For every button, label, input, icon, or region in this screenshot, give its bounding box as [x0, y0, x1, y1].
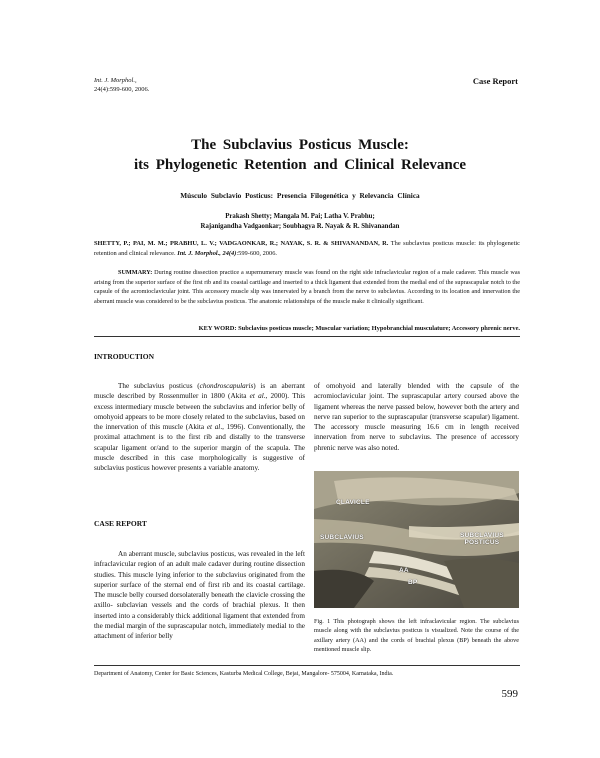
journal-name: Int. J. Morphol., — [94, 77, 137, 84]
article-title — [0, 135, 600, 175]
citation-text: The subclavius posticus muscle: its phylogenetic retention and clinical relevance. — [94, 240, 520, 257]
author-list — [0, 212, 600, 232]
label-subclavius: SUBCLAVIUS — [320, 534, 364, 541]
intro-text-b: ) is an aberrant muscle described by Rossenmuller in 1800 (Akita — [94, 382, 305, 401]
intro-etal-2: et al — [206, 423, 221, 432]
label-subclavius-posticus — [460, 532, 504, 546]
article-type: Case Report — [472, 76, 518, 86]
divider — [94, 336, 520, 337]
summary-text: During routine dissection practice a supernumerary muscle was found on the right side infraclavicular region of a male cadaver. This muscle was arising from the superior surface of the first rib and its coastal cartilage and inserted to a thick ligament that extended from the medial end of the suprascapular notch to the capsule of the acromioclavicular joint. This accessory muscle slip was innervated by a branch from the nerve to subclavius. According to its location and innervation the aberrant muscle was considered to be the subclavius posticus. The anatomic relationships of the muscle make it clinically significant. — [94, 269, 520, 305]
citation — [94, 239, 520, 258]
intro-term: chondroscapularis — [199, 382, 254, 390]
label-posticus-line2: POSTICUS — [464, 539, 500, 546]
title-line-2: its Phylogenetic Retention and Clinical Relevance — [133, 157, 467, 173]
intro-text-c: ., 2000). This excess intermediary muscle between the subclavius and inferior belly of omohyoid appears to be more closely related to the subclavius, based on the innervation of this muscle (Akita — [94, 392, 306, 432]
label-posticus-line1: SUBCLAVIUS — [460, 532, 504, 539]
affiliation: Department of Anatomy, Center for Basic Sciences, Kasturba Medical College, Bejai, Mangalore- 575004, Karnataka, India. — [94, 671, 394, 677]
figure-caption: Fig. 1 This photograph shows the left infraclavicular region. The subclavius muscle along with the subclavius posticus is visualized. Note the course of the axillary artery (AA) and the cords of brachial plexus (BP) beneath the above mentioned muscle slip. — [314, 618, 519, 653]
case-report-continued: of omohyoid and laterally blended with the capsule of the acromioclavicular joint. The suprascapular artery coursed above the ligament whereas the nerve passed below, however both the artery and nerve ran superior to the suprascapular (transverse scapular) ligament. The accessory muscle measuring 16.6 cm in length received innervation from nerve to subclavius. The presence of accessory phrenic nerve was also noted. — [314, 382, 519, 452]
citation-pages: :599-600, 2006. — [236, 249, 277, 257]
authors-line-1: Prakash Shetty; Mangala M. Pai; Latha V. Prabhu; — [225, 213, 375, 220]
journal-issue: 24(4):599-600, 2006. — [94, 85, 150, 93]
label-brachial-plexus: BP — [408, 579, 418, 586]
introduction-paragraph — [94, 381, 305, 474]
intro-etal-1: et al — [249, 392, 264, 401]
abstract — [94, 268, 520, 306]
intro-text-d: ., 1996). Conventionally, the proximal attachment is to the first rib and distally to the transverse scapular ligament or/and to the superior margin of the scapula. The muscle described in this case morphologically is suggestive of subclavius posticus however presents a variable anatomy. — [94, 423, 306, 473]
label-clavicle: CLAVICLE — [336, 499, 370, 506]
authors-line-2: Rajanigandha Vadgaonkar; Soubhagya R. Nayak & R. Shivanandan — [200, 223, 400, 230]
spanish-title: Músculo Subclavio Posticus: Presencia Filogenética y Relevancia Clínica — [180, 191, 420, 200]
keywords-text: Subclavius posticus muscle; Muscular variation; Hypobranchial musculature; Accessory phrenic nerve. — [236, 325, 520, 332]
dissection-photo — [314, 471, 519, 608]
keywords — [94, 325, 520, 332]
citation-authors: SHETTY, P.; PAI, M. M.; PRABHU, L. V.; VADGAONKAR, R.; NAYAK, S. R. & SHIVANANDAN, R. — [94, 240, 389, 247]
page-number: 599 — [501, 688, 518, 700]
case-report-paragraph: An aberrant muscle, subclavius posticus, was revealed in the left infraclavicular region of an adult male cadaver during routine dissection studies. This muscle lying inferior to the subclavius originated from the superior surface of the sternal end of first rib and its coastal cartilage. The muscle belly coursed dorsolaterally beneath the clavicle crossing the axillo- subclavian vessels and the cords of brachial plexus. It then inserted into a considerably thick additional ligament that extended from the medial margin of the suprascapular notch, immediately medial to the attachment of inferior belly — [94, 550, 305, 641]
citation-journal: Int. J. Morphol., 24(4) — [177, 249, 237, 257]
intro-text-a: The subclavius posticus ( — [118, 382, 200, 390]
title-line-1: The Subclavius Posticus Muscle: — [191, 137, 409, 153]
introduction-heading: INTRODUCTION — [94, 352, 155, 361]
footer-divider — [94, 665, 520, 666]
keywords-label: KEY WORD: — [198, 325, 237, 332]
journal-reference — [94, 77, 149, 94]
label-axillary-artery: AA — [399, 567, 409, 574]
case-report-heading: CASE REPORT — [94, 519, 147, 528]
summary-label: SUMMARY: — [118, 269, 153, 276]
